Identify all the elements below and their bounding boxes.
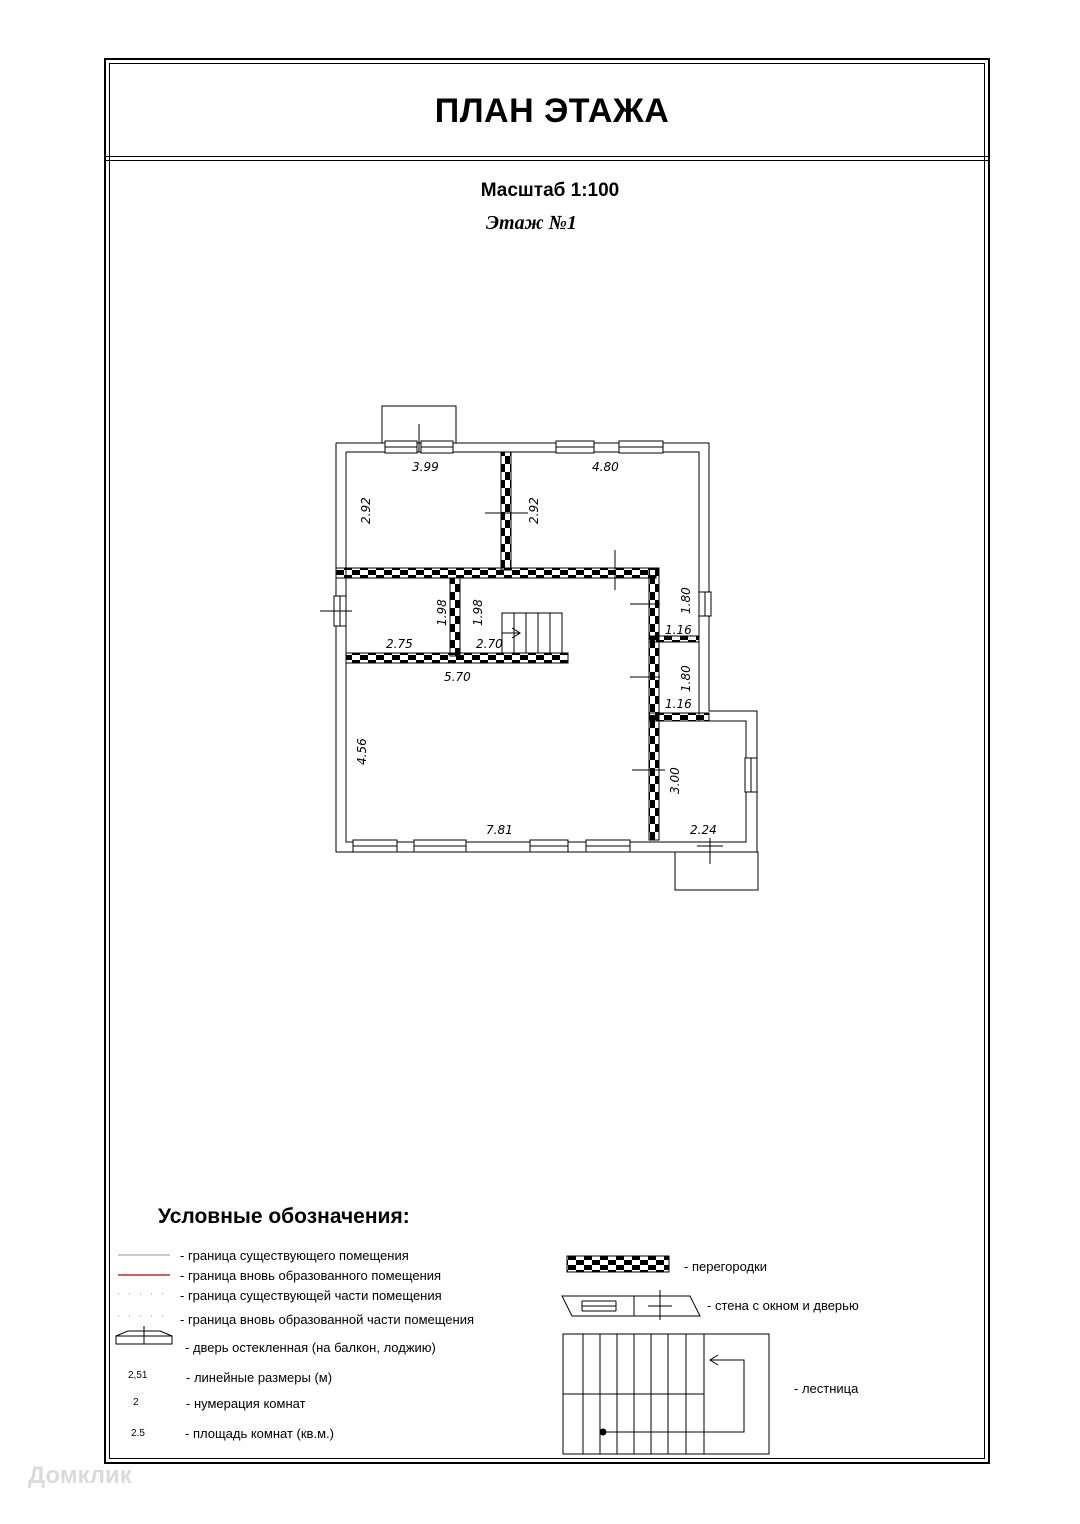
legend-item-wall-window-door: - стена с окном и дверью bbox=[707, 1298, 859, 1313]
dim-small1-width: 1.16 bbox=[665, 623, 692, 637]
legend-item-glazed-door: - дверь остекленная (на балкон, лоджию) bbox=[185, 1340, 436, 1355]
dim-hall-width: 5.70 bbox=[444, 670, 471, 684]
dim-room3-height-left: 1.98 bbox=[435, 599, 449, 626]
dim-small2-height: 1.80 bbox=[679, 665, 693, 692]
legend-item-numbering: - нумерация комнат bbox=[186, 1396, 306, 1411]
legend-item-partitions: - перегородки bbox=[684, 1259, 768, 1274]
dim-stair-width: 2.70 bbox=[476, 637, 503, 651]
legend-sample-area: 2.5 bbox=[131, 1428, 145, 1439]
dim-room2-width: 4.80 bbox=[592, 460, 619, 474]
legend-item-new-boundary: - граница вновь образованного помещения bbox=[180, 1268, 442, 1283]
dim-hall-bottom: 7.81 bbox=[486, 823, 513, 837]
dim-hall-height: 4.56 bbox=[355, 738, 369, 765]
page-title: ПЛАН ЭТАЖА bbox=[434, 92, 670, 130]
dim-room-right-height: 3.00 bbox=[668, 767, 682, 794]
dim-room1-height: 2.92 bbox=[359, 497, 373, 524]
legend-samples bbox=[116, 1255, 172, 1344]
dim-small1-height: 1.80 bbox=[679, 587, 693, 614]
floor-label: Этаж №1 bbox=[486, 212, 577, 234]
legend-item-linear: - линейные размеры (м) bbox=[186, 1370, 333, 1385]
balcony-bottom bbox=[675, 838, 758, 890]
legend-wall-sample bbox=[562, 1290, 700, 1320]
legend-item-existing-boundary: - граница существующего помещения bbox=[180, 1248, 409, 1263]
staircase bbox=[502, 613, 562, 653]
dim-room3-height-right: 1.98 bbox=[471, 599, 485, 626]
watermark: Домклик bbox=[28, 1462, 132, 1489]
legend-stair-sample bbox=[563, 1334, 769, 1454]
scale-label: Масштаб 1:100 bbox=[480, 180, 620, 201]
legend-title: Условные обозначения: bbox=[158, 1205, 410, 1228]
legend-item-new-part: - граница вновь образованной части помещения bbox=[180, 1312, 474, 1327]
dim-room3-width: 2.75 bbox=[386, 637, 413, 651]
legend-item-area: - площадь комнат (кв.м.) bbox=[185, 1426, 334, 1441]
dim-small2-width: 1.16 bbox=[665, 697, 692, 711]
legend-item-stairs: - лестница bbox=[794, 1381, 859, 1396]
legend-sample-linear: 2,51 bbox=[128, 1370, 148, 1381]
legend-item-existing-part: - граница существующей части помещения bbox=[180, 1288, 442, 1303]
dim-room-right-width: 2.24 bbox=[690, 823, 717, 837]
dim-room2-height: 2.92 bbox=[527, 497, 541, 524]
dim-room1-width: 3.99 bbox=[412, 460, 439, 474]
legend-sample-numbering: 2 bbox=[133, 1397, 139, 1408]
legend-partition-sample bbox=[567, 1256, 669, 1272]
